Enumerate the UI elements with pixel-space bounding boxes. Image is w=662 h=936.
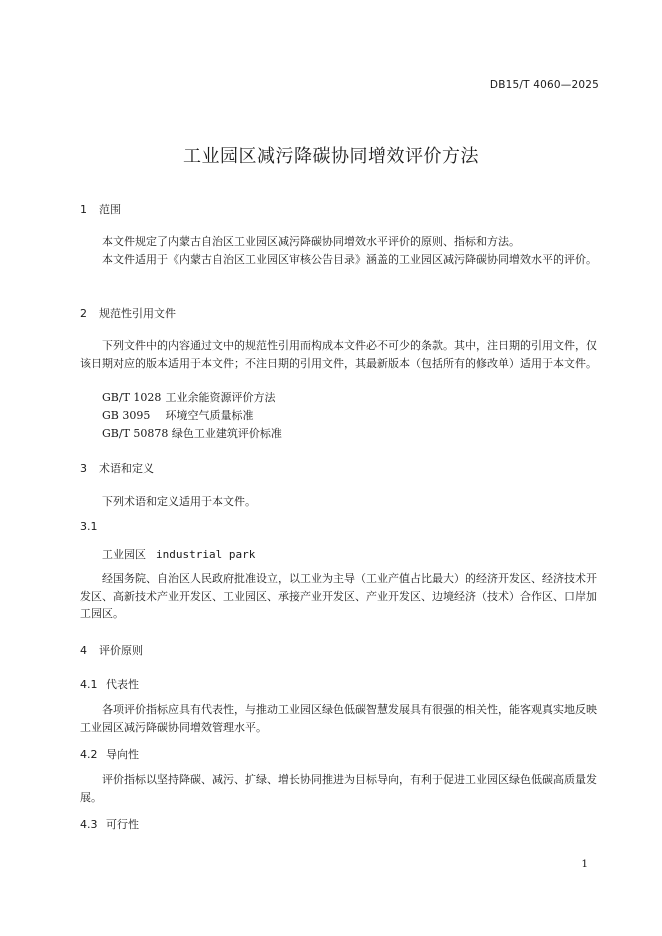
section-number: 4 (80, 644, 87, 657)
reference-name: 环境空气质量标准 (165, 409, 254, 422)
section-title: 术语和定义 (99, 462, 154, 475)
section-title: 规范性引用文件 (99, 307, 176, 320)
subsection-3-1-number: 3.1 (80, 520, 98, 533)
section-3-paragraph-1: 下列术语和定义适用于本文件。 (102, 495, 256, 508)
subsection-number: 4.1 (80, 678, 98, 691)
subsection-4-1-text: 各项评价指标应具有代表性，与推动工业园区绿色低碳智慧发展具有很强的相关性，能客观真实地反映工业园区减污降碳协同增效管理水平。 (80, 703, 597, 734)
section-number: 2 (80, 307, 87, 320)
standard-code: DB15/T 4060—2025 (489, 79, 599, 91)
reference-code: GB/T 50878 (102, 427, 169, 440)
reference-name: 工业余能资源评价方法 (165, 391, 276, 404)
section-4-heading (80, 642, 143, 658)
subsection-title: 导向性 (106, 748, 139, 761)
section-1-paragraph-1: 本文件规定了内蒙古自治区工业园区减污降碳协同增效水平评价的原则、指标和方法。 (102, 235, 520, 248)
section-number: 1 (80, 203, 87, 216)
section-title: 评价原则 (99, 644, 143, 657)
subsection-4-3-heading (80, 816, 139, 832)
section-2-heading (80, 305, 176, 321)
section-1-heading (80, 201, 121, 217)
section-3-heading (80, 460, 154, 476)
section-title: 范围 (99, 203, 121, 216)
term-chinese: 工业园区 (102, 548, 146, 561)
subsection-4-2-heading (80, 746, 139, 762)
section-number: 3 (80, 462, 87, 475)
term-english: industrial park (156, 548, 256, 561)
term-entry (102, 546, 255, 562)
reference-item (102, 425, 282, 441)
reference-item (102, 389, 276, 405)
reference-item (102, 407, 254, 423)
reference-code: GB 3095 (102, 409, 151, 422)
reference-name: 绿色工业建筑评价标准 (171, 427, 282, 440)
page-number: 1 (581, 858, 588, 870)
subsection-4-2-text: 评价指标以坚持降碳、减污、扩绿、增长协同推进为目标导向，有利于促进工业园区绿色低碳高质量发展。 (80, 773, 597, 804)
document-title: 工业园区减污降碳协同增效评价方法 (183, 146, 479, 167)
section-2-paragraph-1: 下列文件中的内容通过文中的规范性引用而构成本文件必不可少的条款。其中，注日期的引用文件，仅该日期对应的版本适用于本文件；不注日期的引用文件，其最新版本（包括所有的修改单）适用于本文件。 (80, 339, 597, 370)
reference-code: GB/T 1028 (102, 391, 162, 404)
subsection-title: 可行性 (106, 818, 139, 831)
section-1-paragraph-2: 本文件适用于《内蒙古自治区工业园区审核公告目录》涵盖的工业园区减污降碳协同增效水平的评价。 (102, 253, 597, 266)
subsection-number: 4.3 (80, 818, 98, 831)
subsection-title: 代表性 (106, 678, 139, 691)
subsection-number: 4.2 (80, 748, 98, 761)
subsection-4-1-heading (80, 676, 139, 692)
term-definition: 经国务院、自治区人民政府批准设立，以工业为主导（工业产值占比最大）的经济开发区、经济技术开发区、高新技术产业开发区、工业园区、承接产业开发区、产业开发区、边境经济（技术）合作区、口岸加工园区。 (80, 572, 597, 620)
